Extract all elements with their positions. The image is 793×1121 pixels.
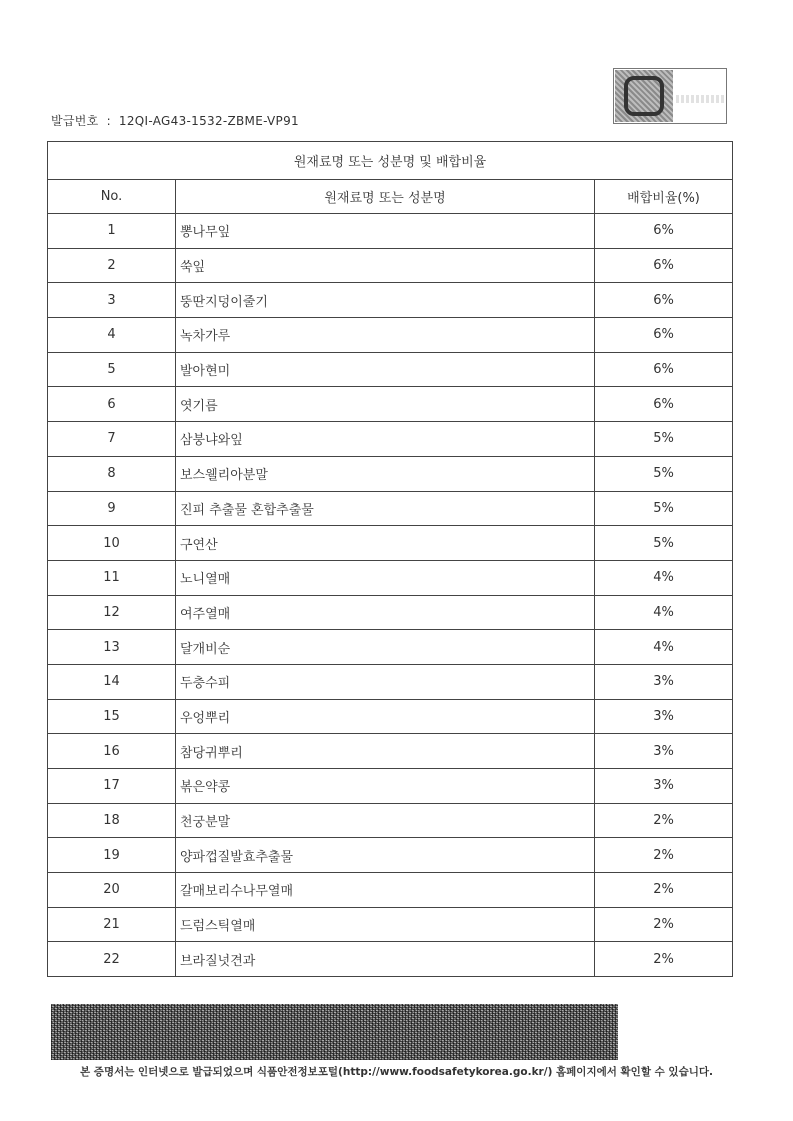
issue-number-line xyxy=(51,112,299,129)
blend-ratio: 2% xyxy=(595,838,733,873)
ingredient-name: 녹차가루 xyxy=(176,318,595,353)
ingredient-name: 발아현미 xyxy=(176,352,595,387)
ingredient-name: 보스웰리아분말 xyxy=(176,456,595,491)
table-body xyxy=(48,214,733,977)
row-number: 8 xyxy=(48,456,176,491)
ingredient-name: 진피 추출물 혼합추출물 xyxy=(176,491,595,526)
table-row xyxy=(48,491,733,526)
row-number: 16 xyxy=(48,734,176,769)
row-number: 20 xyxy=(48,873,176,908)
ingredient-name: 뚱딴지덩이줄기 xyxy=(176,283,595,318)
ingredient-name: 뽕나무잎 xyxy=(176,214,595,249)
table-row xyxy=(48,907,733,942)
blend-ratio: 3% xyxy=(595,664,733,699)
table-row xyxy=(48,352,733,387)
ingredient-name: 엿기름 xyxy=(176,387,595,422)
table-header-row xyxy=(48,180,733,214)
ingredient-name: 갈매보리수나무열매 xyxy=(176,873,595,908)
blend-ratio: 2% xyxy=(595,942,733,977)
blend-ratio: 6% xyxy=(595,352,733,387)
row-number: 12 xyxy=(48,595,176,630)
issue-number: 12QI-AG43-1532-ZBME-VP91 xyxy=(118,114,299,128)
blend-ratio: 5% xyxy=(595,422,733,457)
footer-notice: 본 증명서는 인터넷으로 발급되었으며 식품안전정보포털(http://www.foodsafetykorea.go.kr/) 홈페이지에서 확인할 수 있습니다. xyxy=(80,1066,713,1078)
blend-ratio: 5% xyxy=(595,456,733,491)
table-row xyxy=(48,283,733,318)
blend-ratio: 6% xyxy=(595,248,733,283)
column-header-no: No. xyxy=(48,180,176,214)
table-row xyxy=(48,734,733,769)
row-number: 17 xyxy=(48,769,176,804)
row-number: 9 xyxy=(48,491,176,526)
table-row xyxy=(48,769,733,804)
ingredient-name: 브라질넛견과 xyxy=(176,942,595,977)
row-number: 4 xyxy=(48,318,176,353)
table-row xyxy=(48,664,733,699)
table-row xyxy=(48,422,733,457)
row-number: 11 xyxy=(48,560,176,595)
row-number: 7 xyxy=(48,422,176,457)
row-number: 15 xyxy=(48,699,176,734)
ingredient-name: 참당귀뿌리 xyxy=(176,734,595,769)
blend-ratio: 4% xyxy=(595,630,733,665)
ingredient-name: 삼붕냐와잎 xyxy=(176,422,595,457)
row-number: 18 xyxy=(48,803,176,838)
seal-mark-icon xyxy=(615,70,673,122)
table-caption: 원재료명 또는 성분명 및 배합비율 xyxy=(48,142,733,180)
table-row xyxy=(48,456,733,491)
ingredient-name: 쑥잎 xyxy=(176,248,595,283)
seal-text-lines xyxy=(676,95,724,103)
row-number: 22 xyxy=(48,942,176,977)
row-number: 3 xyxy=(48,283,176,318)
issuer-seal xyxy=(613,68,727,124)
table-row xyxy=(48,526,733,561)
table-row xyxy=(48,387,733,422)
ingredient-name: 두충수피 xyxy=(176,664,595,699)
row-number: 6 xyxy=(48,387,176,422)
table-row xyxy=(48,560,733,595)
document-barcode xyxy=(51,1004,618,1060)
table-row xyxy=(48,942,733,977)
blend-ratio: 6% xyxy=(595,214,733,249)
blend-ratio: 5% xyxy=(595,491,733,526)
row-number: 19 xyxy=(48,838,176,873)
blend-ratio: 2% xyxy=(595,907,733,942)
ingredient-name: 노니열매 xyxy=(176,560,595,595)
blend-ratio: 6% xyxy=(595,283,733,318)
table-row xyxy=(48,838,733,873)
row-number: 21 xyxy=(48,907,176,942)
row-number: 13 xyxy=(48,630,176,665)
table-row xyxy=(48,318,733,353)
table-row xyxy=(48,248,733,283)
issue-separator: : xyxy=(106,114,111,128)
ingredient-name: 구연산 xyxy=(176,526,595,561)
ingredient-name: 볶은약콩 xyxy=(176,769,595,804)
row-number: 1 xyxy=(48,214,176,249)
table-row xyxy=(48,214,733,249)
table-row xyxy=(48,699,733,734)
row-number: 2 xyxy=(48,248,176,283)
blend-ratio: 3% xyxy=(595,769,733,804)
row-number: 10 xyxy=(48,526,176,561)
table-row xyxy=(48,803,733,838)
blend-ratio: 3% xyxy=(595,699,733,734)
blend-ratio: 2% xyxy=(595,873,733,908)
ingredient-name: 천궁분말 xyxy=(176,803,595,838)
column-header-ratio: 배합비율(%) xyxy=(595,180,733,214)
blend-ratio: 3% xyxy=(595,734,733,769)
ingredient-name: 여주열매 xyxy=(176,595,595,630)
blend-ratio: 5% xyxy=(595,526,733,561)
row-number: 5 xyxy=(48,352,176,387)
ingredient-name: 드럼스틱열매 xyxy=(176,907,595,942)
ingredient-name: 양파껍질발효추출물 xyxy=(176,838,595,873)
table-row xyxy=(48,630,733,665)
blend-ratio: 2% xyxy=(595,803,733,838)
ingredient-table xyxy=(47,141,733,977)
blend-ratio: 4% xyxy=(595,560,733,595)
blend-ratio: 6% xyxy=(595,318,733,353)
table-row xyxy=(48,595,733,630)
blend-ratio: 6% xyxy=(595,387,733,422)
row-number: 14 xyxy=(48,664,176,699)
column-header-name: 원재료명 또는 성분명 xyxy=(176,180,595,214)
ingredient-name: 달개비순 xyxy=(176,630,595,665)
issue-label: 발급번호 xyxy=(51,114,99,128)
blend-ratio: 4% xyxy=(595,595,733,630)
table-row xyxy=(48,873,733,908)
ingredient-name: 우엉뿌리 xyxy=(176,699,595,734)
